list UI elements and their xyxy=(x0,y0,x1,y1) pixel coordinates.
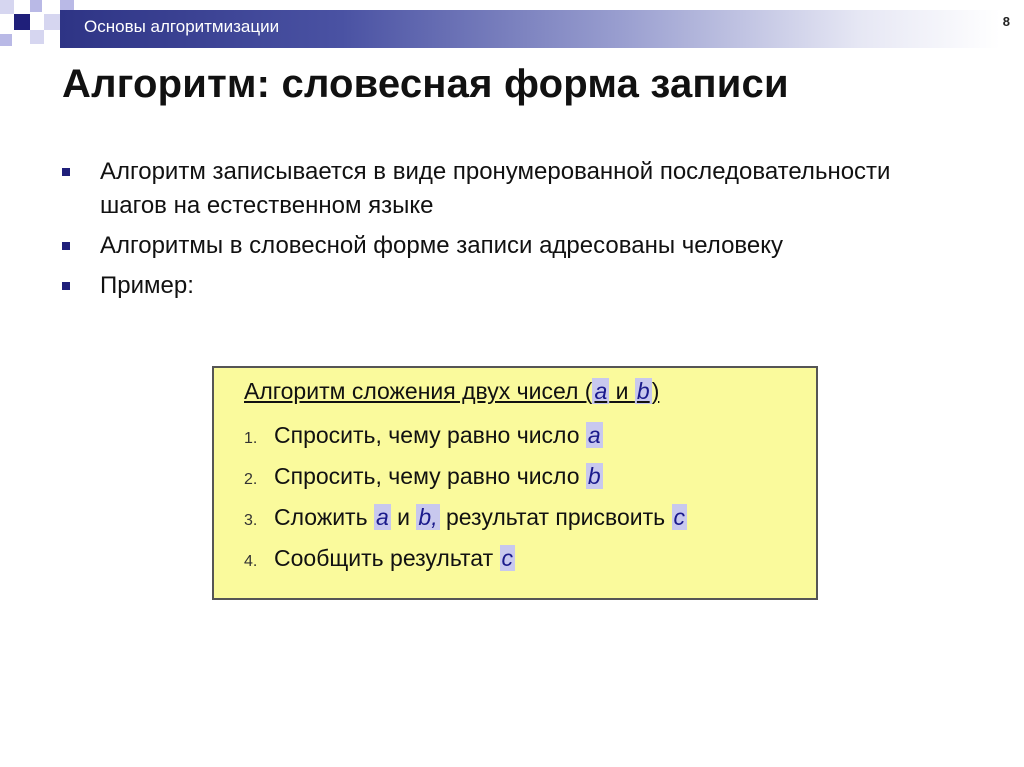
variable-b: b xyxy=(636,378,650,404)
example-title xyxy=(244,378,659,405)
list-item xyxy=(60,269,960,303)
decor-square xyxy=(0,34,12,46)
example-box xyxy=(212,366,818,600)
bullet-square-icon xyxy=(62,242,70,250)
bullet-text: Алгоритм записывается в виде пронумерованной последовательности шагов на естественном языке xyxy=(100,158,891,219)
bullet-list xyxy=(60,155,960,309)
variable-a: a xyxy=(587,422,601,448)
variable-b: b, xyxy=(418,504,438,530)
step-number: 4. xyxy=(244,553,258,570)
variable-c: c xyxy=(501,545,513,571)
variable-b: b xyxy=(587,463,601,489)
list-item xyxy=(244,541,687,582)
step-number: 3. xyxy=(244,512,258,529)
bullet-text: Алгоритмы в словесной форме записи адресованы человеку xyxy=(100,232,784,259)
step-number: 1. xyxy=(244,430,258,447)
step-text-tail: результат присвоить xyxy=(439,504,672,530)
list-item xyxy=(244,500,687,541)
page-title: Алгоритм: словесная форма записи xyxy=(62,62,789,106)
decor-square xyxy=(0,0,14,14)
example-title-suffix: ) xyxy=(651,378,660,404)
bullet-square-icon xyxy=(62,282,70,290)
list-item xyxy=(60,229,960,263)
step-number: 2. xyxy=(244,471,258,488)
example-title-text: Алгоритм сложения двух чисел ( xyxy=(244,378,593,404)
list-item xyxy=(60,155,960,223)
list-item xyxy=(244,418,687,459)
example-title-and: и xyxy=(609,378,635,404)
bullet-text: Пример: xyxy=(100,272,194,299)
variable-c: c xyxy=(673,504,686,530)
decor-square xyxy=(44,14,60,30)
slide-number: 8 xyxy=(1002,14,1010,29)
step-text: Сообщить результат xyxy=(274,545,500,571)
steps-list xyxy=(244,418,687,582)
variable-a: a xyxy=(375,504,389,530)
decor-square xyxy=(30,0,42,12)
bullet-square-icon xyxy=(62,168,70,176)
decor-square xyxy=(14,14,30,30)
list-item xyxy=(244,459,687,500)
step-text-and: и xyxy=(390,504,417,530)
header-title: Основы алгоритмизации xyxy=(84,17,280,36)
decor-square xyxy=(30,30,44,44)
step-text: Спросить, чему равно число xyxy=(274,463,586,489)
variable-a: a xyxy=(594,378,608,404)
step-text: Спросить, чему равно число xyxy=(274,422,586,448)
step-text: Сложить xyxy=(274,504,374,530)
